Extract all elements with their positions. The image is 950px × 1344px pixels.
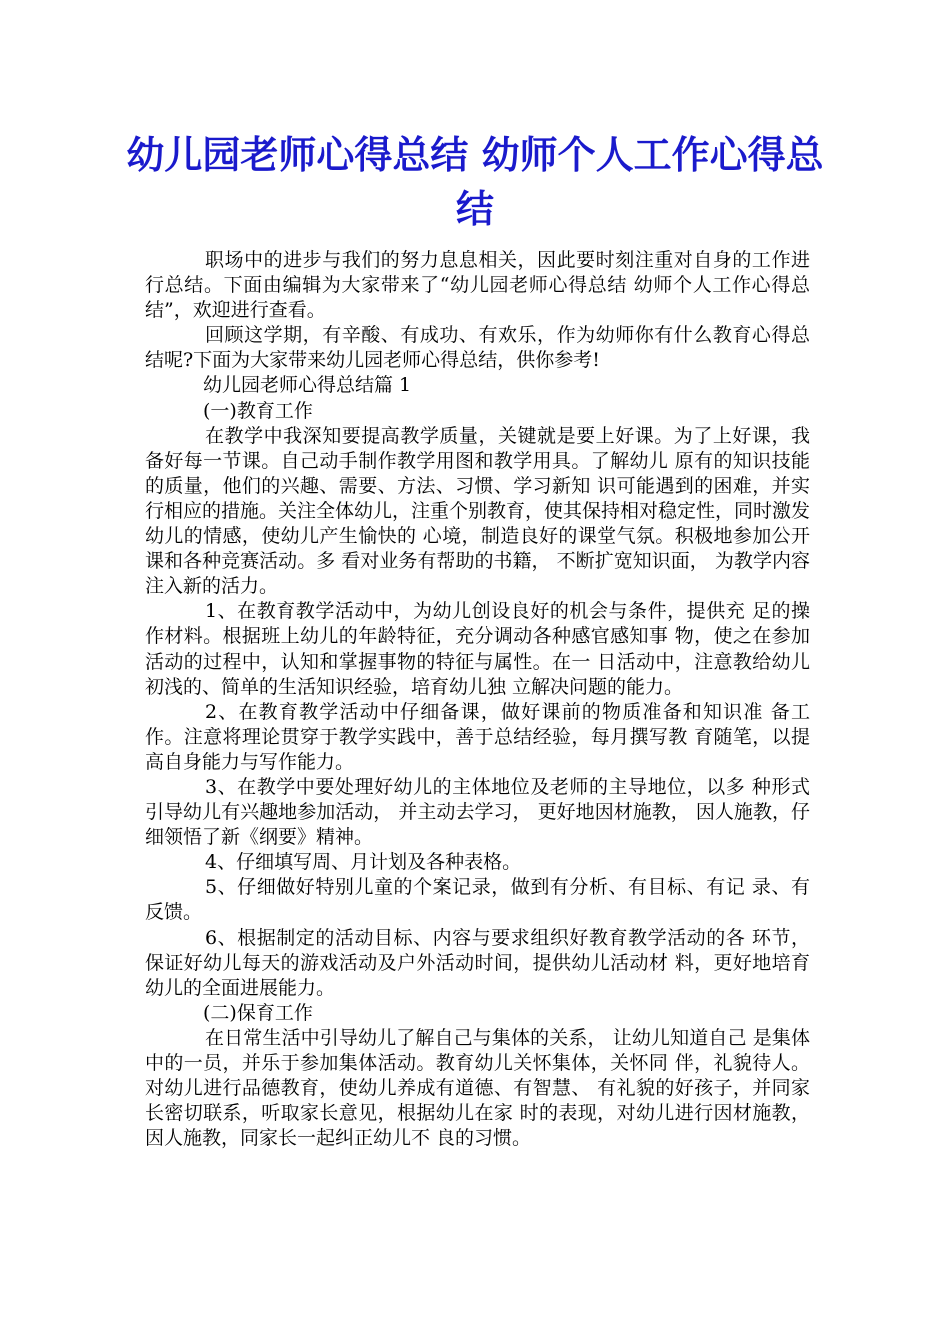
- care-paragraph: 在日常生活中引导幼儿了解自己与集体的关系， 让幼儿知道自己 是集体中的一员，并乐于参加集体活动。教育幼儿关怀集体，关怀同 伴，礼貌待人。对幼儿进行品德教育，使幼儿养成有道德、有智慧、 有礼貌的好孩子，并同家长密切联系，听取家长意见，根据幼儿在家 时的表现，对幼儿进行因材施教，因人施教，同家长一起纠正幼儿不 良的习惯。: [145, 1026, 810, 1150]
- subsection-heading-care: (二)保育工作: [203, 1001, 313, 1024]
- subsection-heading-education: (一)教育工作: [203, 399, 313, 422]
- document-body: [145, 248, 810, 1151]
- list-item-6: 6、根据制定的活动目标、内容与要求组织好教育教学活动的各 环节，保证好幼儿每天的游戏活动及户外活动时间，提供幼儿活动材 料，更好地培育幼儿的全面进展能力。: [145, 926, 810, 999]
- education-paragraph: 在教学中我深知要提高教学质量，关键就是要上好课。为了上好课，我备好每一节课。自己动手制作教学用图和教学用具。了解幼儿 原有的知识技能的质量，他们的兴趣、需要、方法、习惯、学习新知 识可能遇到的困难，并实行相应的措施。关注全体幼儿，注重个别教育，使其保持相对稳定性，同时激发幼儿的情感，使幼儿产生愉快的 心境，制造良好的课堂气氛。积极地参加公开课和各种竞赛活动。多 看对业务有帮助的书籍， 不断扩宽知识面， 为教学内容注入新的活力。: [145, 424, 811, 598]
- list-item-5: 5、仔细做好特别儿童的个案记录，做到有分析、有目标、有记 录、有反馈。: [145, 876, 810, 924]
- list-item-2: 2、在教育教学活动中仔细备课，做好课前的物质准备和知识准 备工作。注意将理论贯穿于教学实践中，善于总结经验，每月撰写教 育随笔，以提高自身能力与写作能力。: [145, 700, 810, 773]
- list-item-1: 1、在教育教学活动中，为幼儿创设良好的机会与条件，提供充 足的操作材料。根据班上幼儿的年龄特征，充分调动各种感官感知事 物，使之在参加活动的过程中，认知和掌握事物的特征与属性。在一 日活动中，注意教给幼儿初浅的、简单的生活知识经验，培育幼儿独 立解决问题的能力。: [145, 600, 810, 698]
- list-item-3: 3、在教学中要处理好幼儿的主体地位及老师的主导地位，以多 种形式引导幼儿有兴趣地参加活动， 并主动去学习， 更好地因材施教， 因人施教，仔细领悟了新《纲要》精神。: [145, 775, 810, 849]
- document-title: 幼儿园老师心得总结 幼师个人工作心得总结: [126, 132, 824, 231]
- section-heading: 幼儿园老师心得总结篇 1: [203, 374, 412, 397]
- intro-paragraph: 职场中的进步与我们的努力息息相关，因此要时刻注重对自身的工作进行总结。下面由编辑为大家带来了“幼儿园老师心得总结 幼师个人工作心得总结”，欢迎进行查看。: [145, 249, 810, 322]
- lead-paragraph: 回顾这学期，有辛酸、有成功、有欢乐，作为幼师你有什么教育心得总结呢?下面为大家带来幼儿园老师心得总结，供你参考!: [145, 324, 810, 372]
- list-item-4: 4、仔细填写周、月计划及各种表格。: [205, 851, 522, 874]
